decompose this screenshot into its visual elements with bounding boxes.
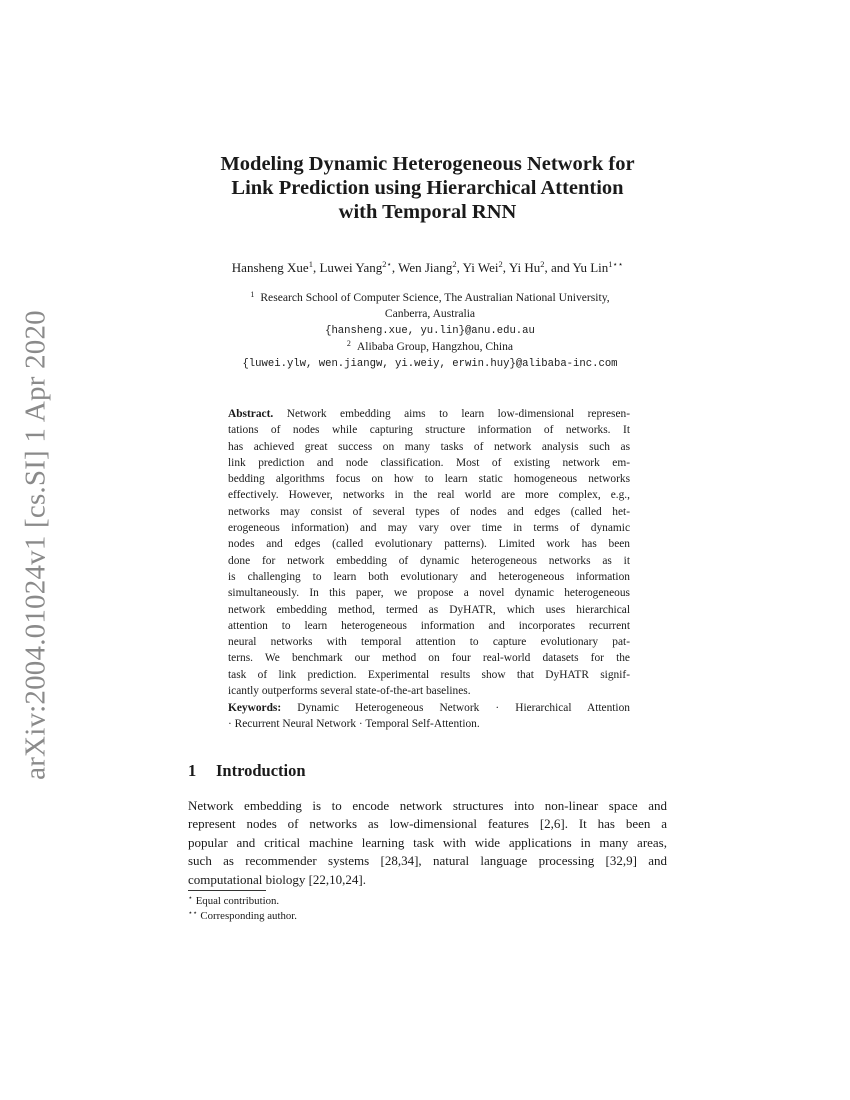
abstract-line	[228, 406, 630, 422]
email-link[interactable]: {hansheng.xue, yu.lin}@anu.edu.au	[325, 325, 535, 337]
keywords-text: Dynamic Heterogeneous Network · Hierarchical Attention	[297, 702, 630, 714]
abstract-line: bedding algorithms focus on how to learn static homogeneous networks	[228, 473, 630, 486]
paragraph-line: popular and critical machine learning task with wide applications in many areas,	[188, 834, 667, 850]
footnote-mark: ⋆	[188, 893, 193, 902]
affiliation-2-email[interactable]	[160, 355, 700, 372]
paragraph-line: such as recommender systems [28,34], natural language processing [32,9] and	[188, 853, 667, 869]
abstract-line: is challenging to learn both evolutionary and heterogeneous information	[228, 570, 630, 583]
affiliation-text: Research School of Computer Science, The Australian National University,	[260, 291, 610, 304]
title-line: Link Prediction using Hierarchical Attention	[231, 177, 624, 199]
abstract-line: tations of nodes while capturing structure information of networks. It	[228, 424, 630, 437]
abstract-line: task of link prediction. Experimental results show that DyHATR signif-	[228, 668, 630, 681]
abstract-line: erogeneous information) and may vary over time in terms of dynamic	[228, 522, 630, 535]
author-mark: 2	[452, 259, 457, 269]
keywords	[228, 700, 630, 733]
arxiv-identifier-text: arXiv:2004.01024v1 [cs.SI] 1 Apr 2020	[19, 310, 52, 780]
section-title: Introduction	[216, 761, 306, 780]
abstract-line: icantly outperforms several state-of-the-art baselines.	[228, 685, 471, 698]
paragraph-line: represent nodes of networks as low-dimensional features [2,6]. It has been a	[188, 816, 667, 832]
abstract	[228, 406, 630, 699]
title-line: Modeling Dynamic Heterogeneous Network for	[220, 153, 635, 175]
abstract-line: terns. We benchmark our method on four real-world datasets for the	[228, 652, 630, 665]
title-line: with Temporal RNN	[338, 201, 517, 223]
author-mark: 2	[540, 259, 545, 269]
affiliation-2	[160, 339, 700, 355]
abstract-line: network embedding method, termed as DyHATR, which uses hierarchical	[228, 603, 630, 616]
author-name: Yi Hu	[508, 260, 541, 275]
author-mark: 2	[498, 259, 503, 269]
affiliation-1-location: Canberra, Australia	[384, 307, 476, 320]
footnote	[188, 894, 297, 909]
abstract-line: nodes and edges (called evolutionary patterns). Limited work has been	[228, 538, 630, 551]
abstract-line: effectively. However, networks in the real world are more complex, e.g.,	[228, 489, 630, 502]
author-name: Yi Wei	[462, 260, 499, 275]
abstract-line: attention to learn heterogeneous information and incorporates recurrent	[228, 619, 630, 632]
section-heading	[188, 761, 306, 781]
abstract-text: Network embedding aims to learn low-dimensional represen-	[286, 408, 630, 420]
introduction-paragraph	[188, 797, 667, 889]
footnote-divider	[188, 890, 266, 891]
footnote-text: Corresponding author.	[200, 910, 297, 922]
abstract-line: done for network embedding of dynamic heterogeneous networks as it	[228, 554, 630, 567]
keywords-label: Keywords:	[228, 702, 282, 714]
email-link[interactable]: {luwei.ylw, wen.jiangw, yi.weiy, erwin.huy}@alibaba-inc.com	[242, 358, 618, 370]
abstract-line: simultaneously. In this paper, we propose a novel dynamic heterogeneous	[228, 587, 630, 600]
paragraph-line: computational biology [22,10,24].	[188, 871, 367, 887]
keywords-line: · Recurrent Neural Network · Temporal Self-Attention.	[228, 718, 480, 731]
abstract-label: Abstract.	[228, 408, 274, 420]
abstract-line: neural networks with temporal attention to capture evolutionary pat-	[228, 636, 630, 649]
paper-title	[150, 152, 705, 224]
affiliations	[160, 290, 700, 372]
affiliation-1	[160, 290, 700, 306]
author-conjunction: and	[550, 260, 570, 275]
affiliation-mark: 2	[346, 339, 351, 348]
author-mark: 2⋆	[382, 259, 392, 269]
footnote-mark: ⋆⋆	[188, 908, 198, 917]
abstract-line: networks may consist of several types of nodes and edges (called het-	[228, 505, 630, 518]
author-name: Luwei Yang	[319, 260, 383, 275]
footnote	[188, 909, 297, 924]
author-mark: 1	[308, 259, 313, 269]
affiliation-mark: 1	[250, 290, 255, 299]
abstract-line: link prediction and node classification. Most of existing network em-	[228, 456, 630, 469]
footnotes	[188, 894, 297, 924]
author-name: Hansheng Xue	[231, 260, 309, 275]
affiliation-text: Alibaba Group, Hangzhou, China	[356, 340, 514, 353]
abstract-line: has achieved great success on many tasks of network analysis such as	[228, 440, 630, 453]
affiliation-1-email[interactable]	[160, 322, 700, 339]
author-list: Hansheng Xue$^1$, Luwei Yang$^{2⋆}$, Wen Jiang$^2$, Yi Wei$^2$, Yi Hu$^2$, and Yu Lin$^{1⋆⋆}$	[231, 259, 624, 275]
paragraph-line: Network embedding is to encode network structures into non-linear space and	[188, 798, 667, 813]
author-mark: 1⋆⋆	[608, 259, 624, 269]
keywords-line	[228, 700, 630, 716]
author-name: Wen Jiang	[398, 260, 453, 275]
author-name: Yu Lin	[572, 260, 609, 275]
footnote-text: Equal contribution.	[195, 895, 280, 907]
section-number: 1	[188, 761, 197, 780]
